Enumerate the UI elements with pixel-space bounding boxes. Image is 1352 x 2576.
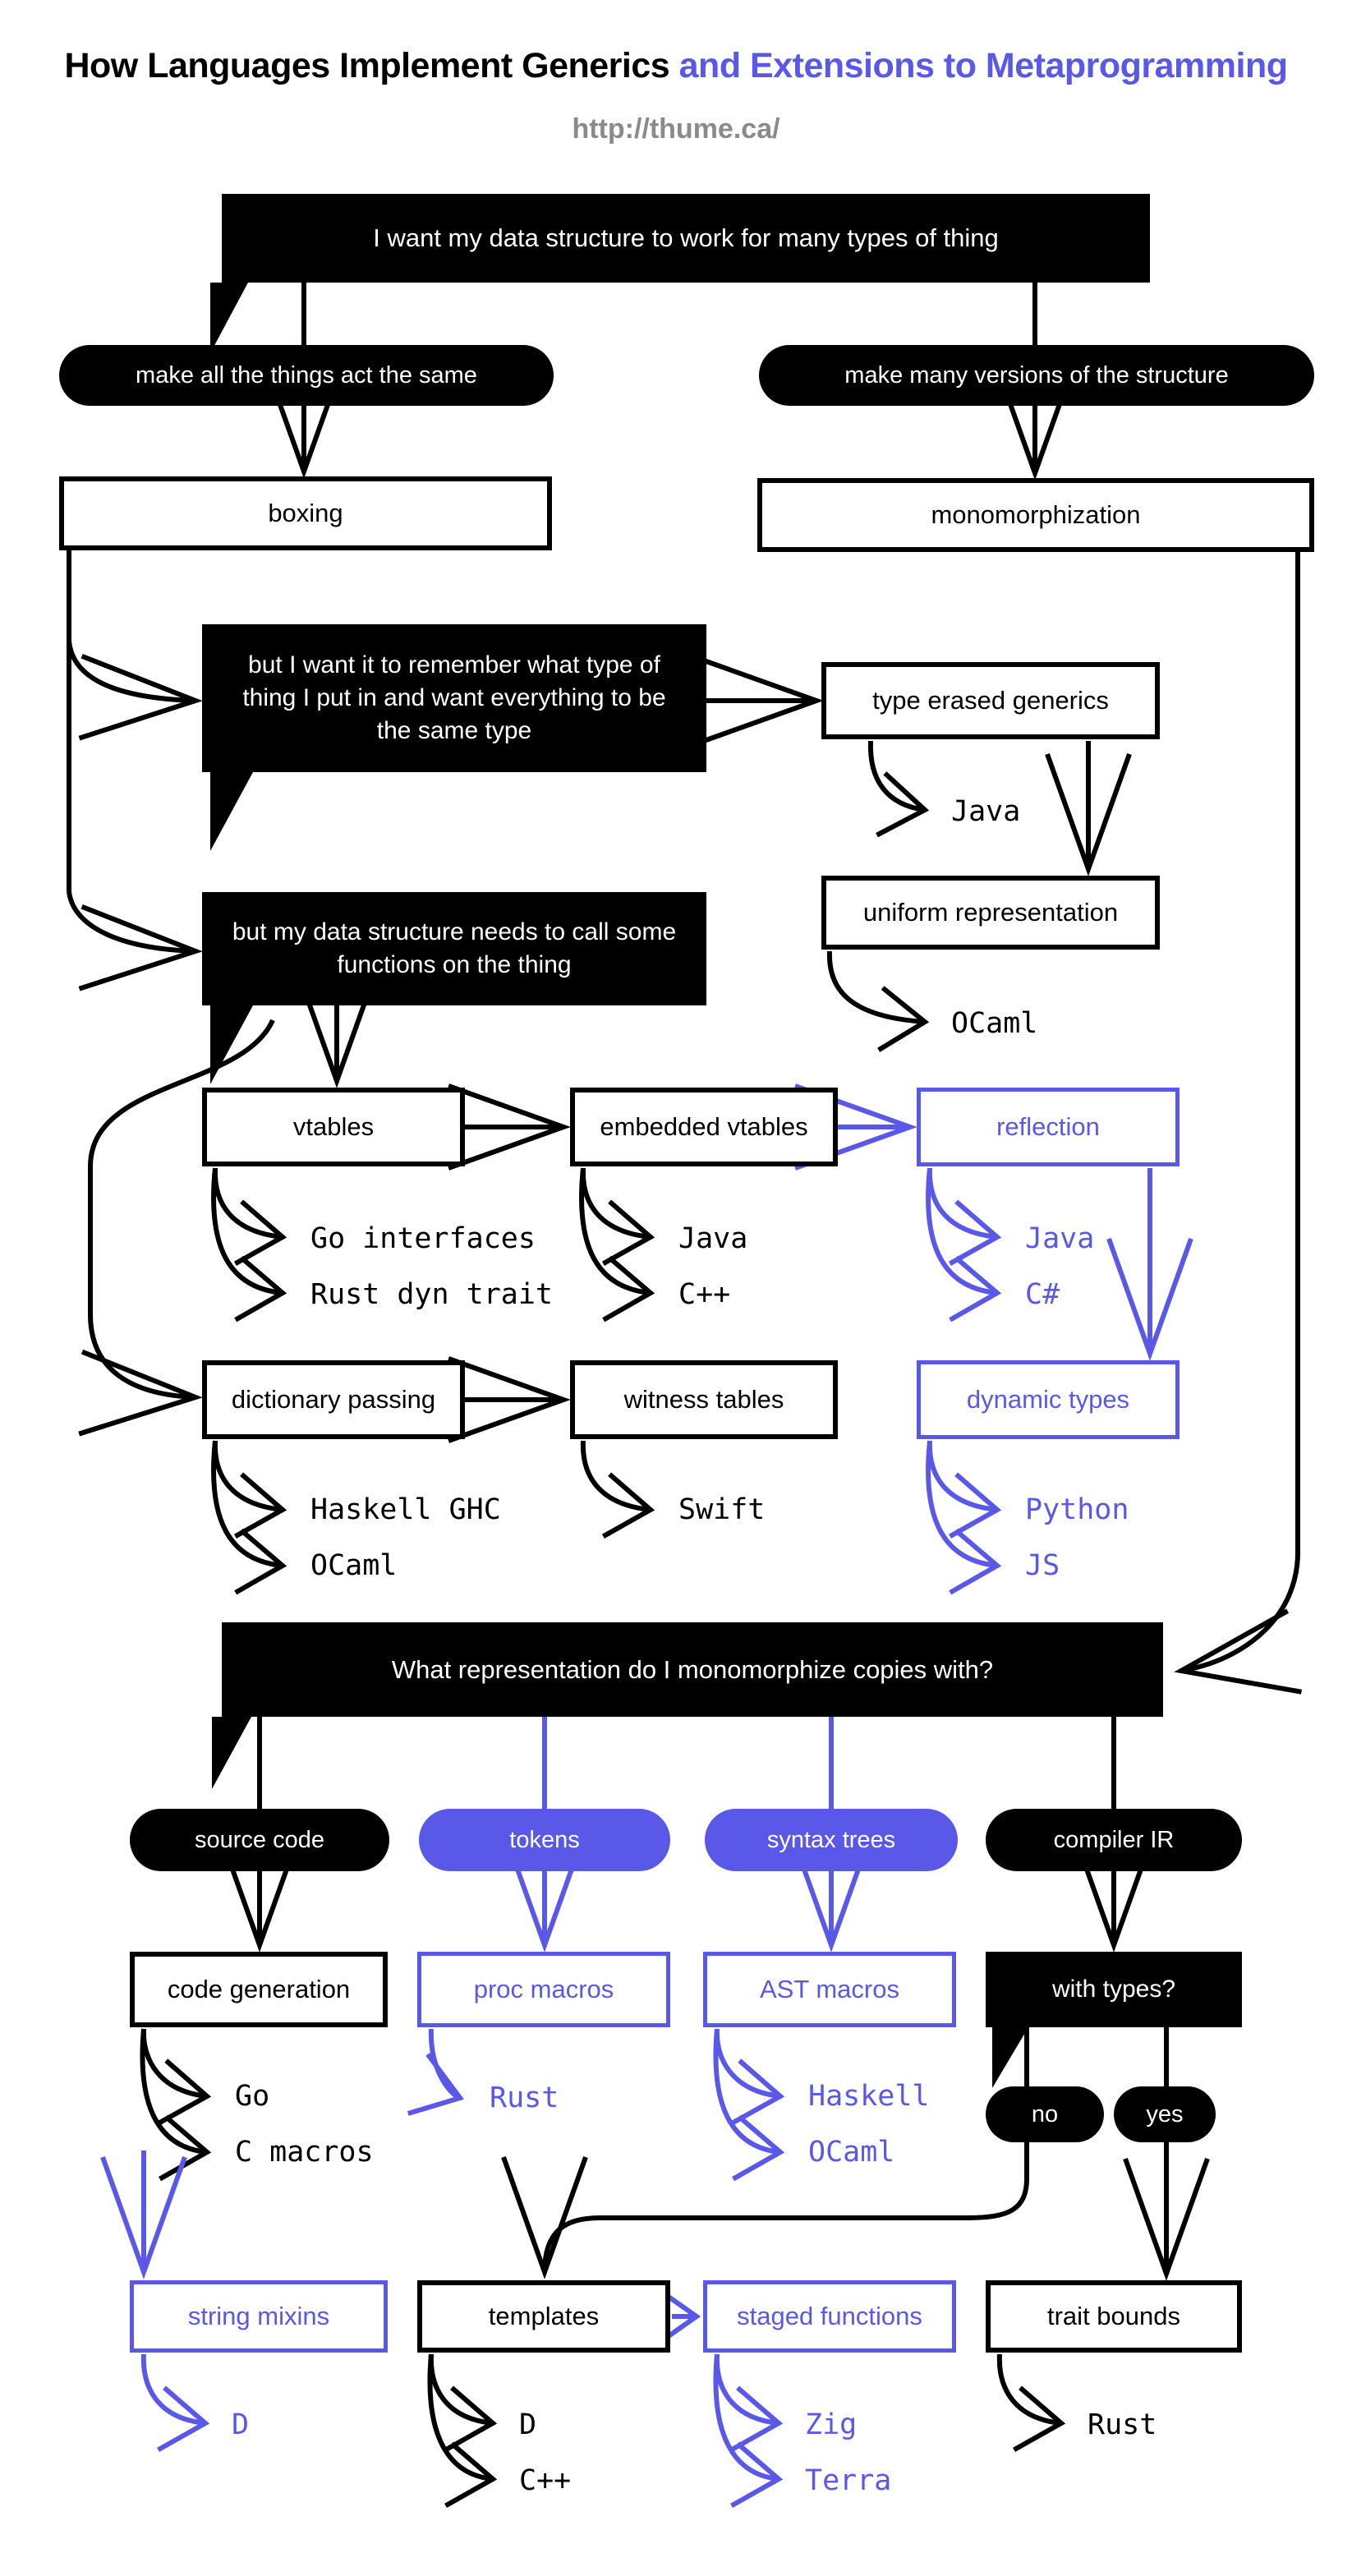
- node-embedded-vtables: [570, 1088, 838, 1166]
- arrow-q-call-to-dictionary: [90, 1020, 273, 1397]
- arrow-uniform-ocaml: [830, 951, 925, 1022]
- page-title: [0, 46, 1352, 86]
- pill-yes: [1114, 2086, 1216, 2142]
- example-vtables-go: Go interfaces: [310, 1222, 536, 1255]
- node-string-mixins-label: string mixins: [187, 2302, 330, 2330]
- arrow-dictionary-haskell: [215, 1441, 283, 1510]
- arrow-astmacros-ocaml: [715, 2029, 780, 2152]
- node-staged-functions-label: staged functions: [737, 2302, 922, 2330]
- pill-compiler-ir: [986, 1809, 1242, 1871]
- bubble-main-question-label: I want my data structure to work for many types of thing: [373, 223, 999, 252]
- arrow-staged-zig: [717, 2354, 779, 2423]
- node-boxing-label: boxing: [268, 499, 343, 527]
- node-uniform-representation: [821, 876, 1160, 950]
- bubble-call-functions-label: but my data structure needs to call some functions on the thing: [232, 918, 677, 978]
- node-trait-bounds-label: trait bounds: [1047, 2302, 1180, 2330]
- pill-act-same: [59, 345, 554, 406]
- node-proc-macros: [417, 1952, 670, 2027]
- bubble-monomorphize-question: [222, 1622, 1163, 1717]
- page-title-blue: and Extensions to Metaprogramming: [669, 46, 1288, 85]
- node-embedded-vtables-label: embedded vtables: [600, 1112, 808, 1141]
- example-staged-zig: Zig: [805, 2408, 858, 2441]
- pill-act-same-label: make all the things act the same: [136, 361, 477, 389]
- node-vtables: [202, 1088, 465, 1166]
- example-templates-d: D: [519, 2408, 537, 2441]
- bubble-remember-type: [202, 624, 706, 772]
- arrow-astmacros-haskell: [717, 2029, 780, 2096]
- node-ast-macros: [703, 1952, 956, 2027]
- example-codegen-go: Go: [235, 2080, 270, 2113]
- arrow-codegen-cmacros: [142, 2029, 207, 2152]
- arrow-mono-to-q-monomorphize: [1181, 552, 1298, 1671]
- pill-no-label: no: [1031, 2100, 1059, 2128]
- example-dynamic-js: JS: [1025, 1549, 1060, 1582]
- bubble-with-types: [986, 1952, 1242, 2027]
- arrow-traitbounds-rust: [1000, 2354, 1061, 2423]
- pill-syntax-trees-label: syntax trees: [766, 1826, 896, 1853]
- example-type-erased-java: Java: [951, 795, 1021, 828]
- example-vtables-rust: Rust dyn trait: [310, 1278, 554, 1311]
- example-embedded-java: Java: [678, 1222, 748, 1255]
- node-witness-tables-label: witness tables: [623, 1385, 784, 1414]
- example-procmacros-rust: Rust: [490, 2082, 559, 2114]
- node-witness-tables: [570, 1360, 838, 1439]
- example-astmacros-haskell: Haskell: [808, 2080, 930, 2113]
- example-witness-swift: Swift: [678, 1493, 766, 1526]
- pill-source-code-label: source code: [195, 1826, 324, 1853]
- example-uniform-ocaml: OCaml: [951, 1007, 1038, 1040]
- example-reflection-csharp: C#: [1025, 1278, 1060, 1311]
- example-traitbounds-rust: Rust: [1088, 2408, 1157, 2441]
- arrow-vtables-go: [215, 1168, 283, 1237]
- pill-tokens-label: tokens: [509, 1826, 580, 1853]
- node-code-generation: [130, 1952, 388, 2027]
- page-subtitle: http://thume.ca/: [572, 113, 780, 145]
- arrow-embedded-java: [583, 1168, 651, 1237]
- node-string-mixins: [130, 2280, 388, 2353]
- node-ast-macros-label: AST macros: [760, 1975, 899, 2003]
- node-templates-label: templates: [488, 2302, 600, 2330]
- page-title-black: How Languages Implement Generics: [64, 46, 670, 85]
- node-reflection: [917, 1088, 1180, 1166]
- bubble-call-functions: [202, 892, 706, 1005]
- arrow-procmacros-rust: [431, 2029, 460, 2098]
- arrow-boxing-to-q-remember: [69, 641, 195, 701]
- node-dictionary-passing: [202, 1360, 465, 1439]
- pill-syntax-trees: [705, 1809, 958, 1871]
- arrow-reflection-java: [930, 1168, 997, 1237]
- pill-tokens: [419, 1809, 670, 1871]
- arrow-dynamic-python: [930, 1441, 997, 1510]
- node-type-erased-label: type erased generics: [872, 686, 1109, 715]
- pill-source-code: [130, 1809, 389, 1871]
- pill-no: [986, 2086, 1104, 2142]
- node-code-generation-label: code generation: [167, 1975, 351, 2003]
- arrow-boxing-to-q-call: [69, 891, 195, 951]
- node-monomorphization-label: monomorphization: [931, 500, 1141, 529]
- pill-compiler-ir-label: compiler IR: [1053, 1826, 1175, 1853]
- example-dynamic-python: Python: [1025, 1493, 1129, 1526]
- pill-yes-label: yes: [1146, 2100, 1184, 2128]
- node-reflection-label: reflection: [996, 1112, 1100, 1141]
- example-reflection-java: Java: [1025, 1222, 1095, 1255]
- example-dictionary-haskell: Haskell GHC: [310, 1493, 501, 1526]
- node-staged-functions: [703, 2280, 956, 2353]
- node-dynamic-types: [917, 1360, 1180, 1439]
- node-templates: [417, 2280, 670, 2353]
- arrow-codegen-go: [144, 2029, 207, 2096]
- arrow-type-erased-java: [871, 741, 925, 810]
- bubble-monomorphize-label: What representation do I monomorphize copies with?: [391, 1654, 994, 1684]
- example-dictionary-ocaml: OCaml: [310, 1549, 398, 1582]
- node-proc-macros-label: proc macros: [473, 1975, 614, 2003]
- node-trait-bounds: [986, 2280, 1242, 2353]
- node-dynamic-types-label: dynamic types: [966, 1385, 1130, 1414]
- bubble-remember-type-label: but I want it to remember what type of thing I put in and want everything to be the same type: [242, 651, 666, 744]
- arrow-templates-d: [431, 2354, 493, 2423]
- example-astmacros-ocaml: OCaml: [808, 2136, 895, 2169]
- example-templates-cpp: C++: [519, 2464, 572, 2497]
- node-type-erased-generics: [821, 662, 1160, 739]
- pill-many-versions-label: make many versions of the structure: [844, 361, 1229, 389]
- arrow-stringmixins-d: [144, 2354, 205, 2423]
- arrow-witness-swift: [583, 1441, 651, 1510]
- node-boxing: [59, 476, 552, 550]
- node-vtables-label: vtables: [292, 1112, 375, 1141]
- pill-many-versions: [759, 345, 1314, 406]
- example-embedded-cpp: C++: [678, 1278, 731, 1311]
- node-dictionary-passing-label: dictionary passing: [231, 1385, 436, 1414]
- example-staged-terra: Terra: [805, 2464, 892, 2497]
- node-uniform-repr-label: uniform representation: [862, 898, 1119, 927]
- arrow-no-to-templates: [545, 2142, 1027, 2272]
- bubble-with-types-label: with types?: [1051, 1976, 1176, 2003]
- example-codegen-cmacros: C macros: [235, 2136, 374, 2169]
- node-monomorphization: [757, 478, 1314, 552]
- bubble-main-question: [222, 194, 1150, 283]
- example-stringmixins-d: D: [232, 2408, 250, 2441]
